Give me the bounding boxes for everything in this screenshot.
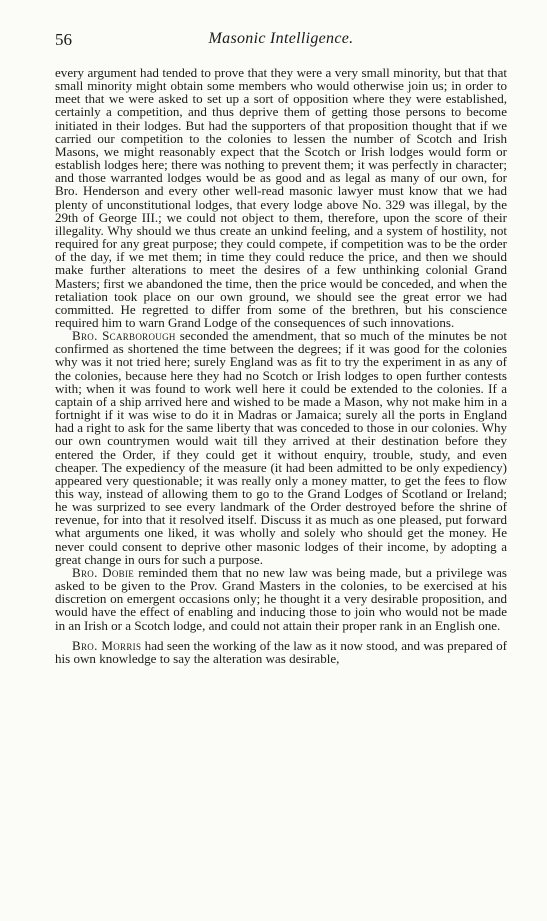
paragraph-text: every argument had tended to prove that they were a very small minority, but that that small minority might obtain some members who would otherwise join us; in order to meet that we were asked to set up a sort of opposition where they were established, certainly a competition, and thus deprive them of getting those persons to become initiated in their lodges. But had the supporters of that proposition thought that if we carried our competition to the colonies to lessen the number of Scotch and Irish Masons, we might reasonably expect that the Scotch or Irish lodges would form or establish lodges here; there was nothing to prevent them; it was perfectly in character; and those warranted lodges would be as good and as legal as many of our own, for Bro. Henderson and every other well-read masonic lawyer must know that we had plenty of unconstitutional lodges, that every lodge above No. 329 was illegal, by the 29th of George III.; we could not object to them, therefore, upon the score of their illegality. Why should we thus create an unkind feeling, and a system of hostility, not required for any great purpose; they could compete, if competition was to be the order of the day, if we met them; in time they could reduce the price, and then we should make further alterations to meet the desires of a few unthinking colonial Grand Masters; first we abandoned the time, then the price would be conceded, and when the retaliation took place on our own ground, we should see the great error we had committed. He regretted to differ from some of the brethren, but his conscience required him to warn Grand Lodge of the consequences of such innovations. [55,65,507,330]
paragraph-text: seconded the amendment, that so much of the minutes be not confirmed as shortened the time between the degrees; if it was good for the colonies why was it not tried here; surely England was as fit to try the experiment in as any of the colonies, because here they had no Scotch or Irish lodges to open further contests with; when it was found to work well here it could be extended to the colonies. If a captain of a ship arrived here and wished to be made a Mason, why not make him in a fortnight if it was wise to do it in Madras or Jamaica; surely all the ports in England had a right to ask for the same liberty that was conceded to those in our colonies. Why our own countrymen would wait till they arrived at their destination before they entered the Order, if they could get it without enquiry, trouble, study, and even cheaper. The expediency of the measure (it had been admitted to be only expediency) appeared very questionable; it was really only a money matter, to get the fees to flow this way, instead of allowing them to go to the Grand Lodges of Scotland or Ireland; he was surprized to see every landmark of the Order destroyed before the shrine of revenue, for into that it resolved itself. Discuss it as much as one pleased, put forward what arguments one liked, it was wholly and solely who should get the money. He never could consent to deprive other masonic lodges of their income, by adopting a great change in ours for such a purpose. [55,328,507,567]
paragraph-1 [55,66,507,329]
paragraph-3 [55,566,507,632]
speaker-name: Bro. Morris [72,637,142,653]
paragraph-4 [55,639,507,665]
speaker-name: Bro. Dobie [72,564,135,580]
page-body [55,66,507,665]
page-number: 56 [55,30,72,49]
paragraph-text: reminded them that no new law was being made, but a privilege was asked to be given to the Prov. Grand Masters in the colonies, to be exercised at his discretion on emergent occasions only; he thought it a very desirable proposition, and would have the effect of enabling and inducing those to join who would not be made in an Irish or a Scotch lodge, and could not attain their proper rank in an English one. [55,564,507,633]
paragraph-2 [55,329,507,566]
speaker-name: Bro. Scarborough [72,328,176,344]
page-header [55,30,507,56]
paragraph-text: had seen the working of the law as it now stood, and was prepared of his own knowledge to say the alteration was desirable, [55,637,508,666]
running-title: Masonic Intelligence. [208,30,354,47]
